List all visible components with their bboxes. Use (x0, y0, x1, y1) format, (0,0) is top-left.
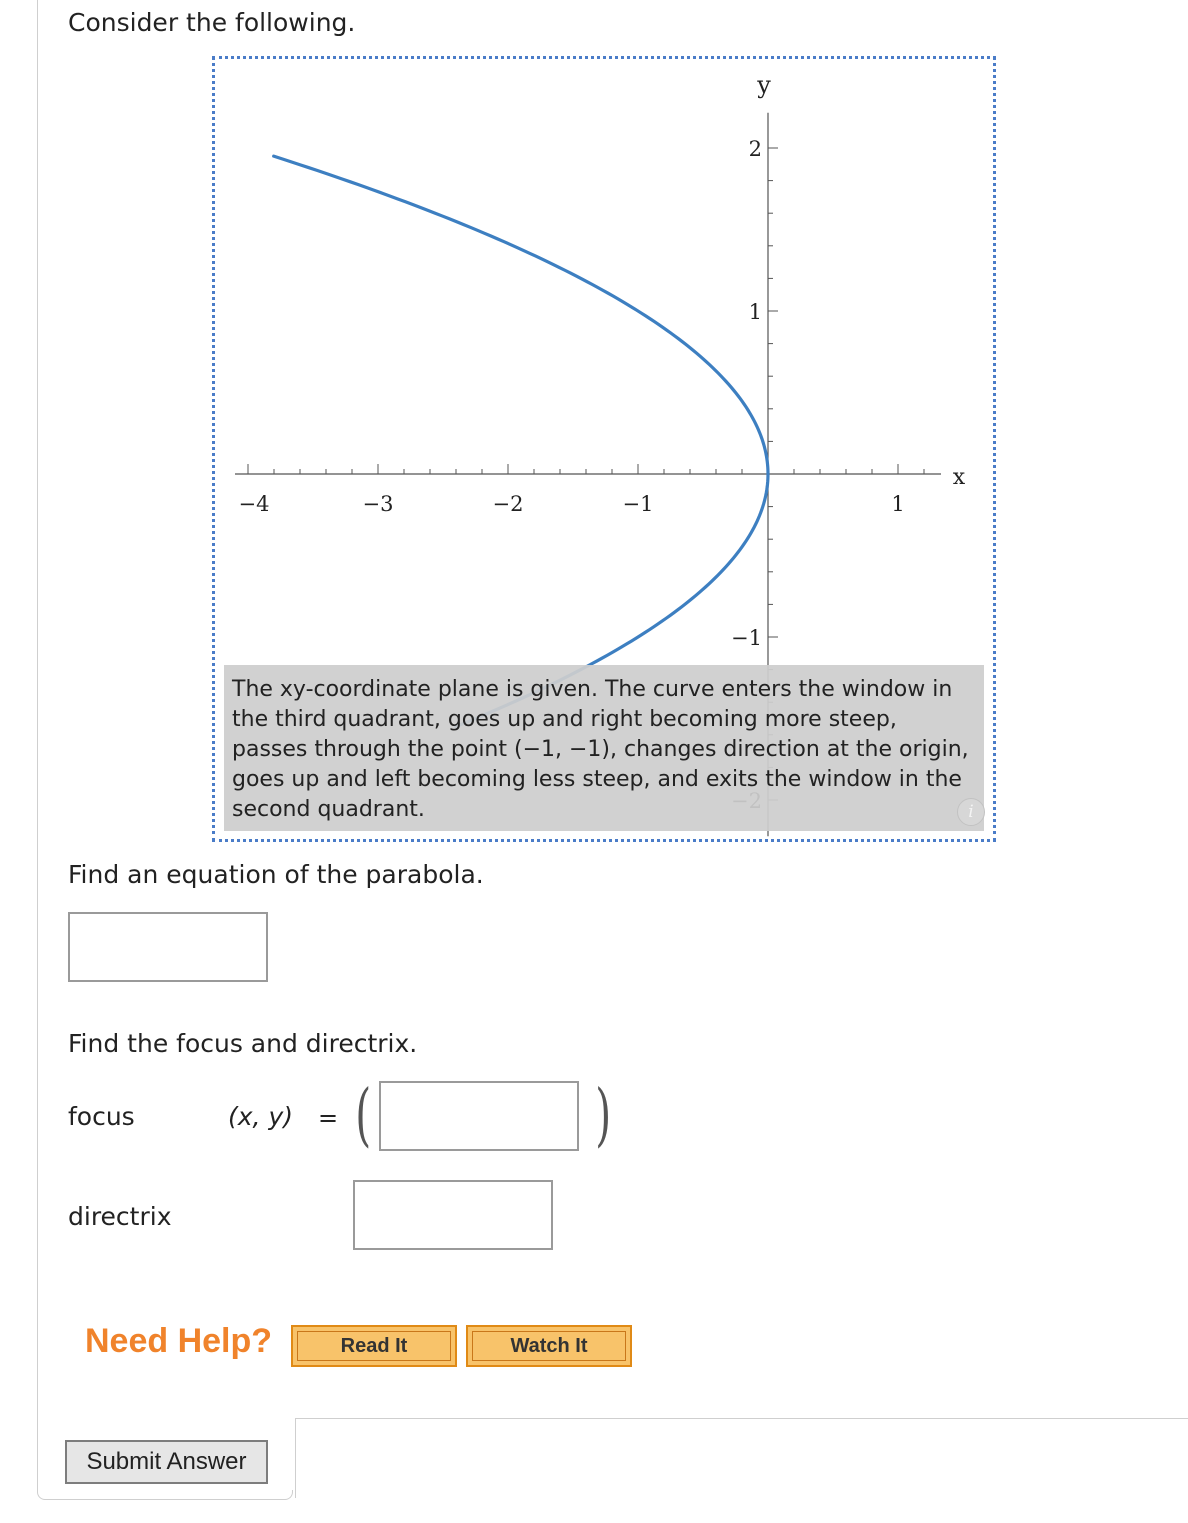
equation-input[interactable] (68, 912, 268, 982)
x-tick-label: −2 (492, 492, 524, 516)
close-paren: ) (595, 1076, 612, 1155)
directrix-label: directrix (68, 1202, 172, 1231)
watch-it-button[interactable]: Watch It (466, 1325, 632, 1367)
y-tick-label: −1 (731, 626, 762, 650)
divider-vertical (295, 1418, 296, 1498)
panel-border-bottom (37, 1490, 293, 1500)
question-intro: Consider the following. (68, 8, 356, 37)
x-tick-label: −3 (362, 492, 394, 516)
focus-input[interactable] (379, 1081, 579, 1151)
find-focus-directrix-prompt: Find the focus and directrix. (68, 1029, 418, 1058)
y-tick-label: 2 (748, 137, 762, 161)
focus-label: focus (68, 1102, 135, 1131)
submit-answer-button[interactable]: Submit Answer (65, 1440, 268, 1484)
x-tick-label: −1 (622, 492, 654, 516)
equals-sign: = (318, 1104, 339, 1132)
x-tick-label: −4 (238, 492, 270, 516)
read-it-button[interactable]: Read It (291, 1325, 457, 1367)
need-help-label: Need Help? (85, 1322, 273, 1360)
parabola-curve (274, 156, 768, 727)
find-equation-prompt: Find an equation of the parabola. (68, 860, 484, 889)
y-tick-label: 1 (748, 300, 762, 324)
directrix-input[interactable] (353, 1180, 553, 1250)
x-axis-label: x (952, 465, 966, 490)
y-axis-label: y (757, 70, 771, 99)
xy-label: (x, y) (228, 1102, 293, 1131)
graph-description: The xy-coordinate plane is given. The curve enters the window in the third quadrant, goes up and right becoming more steep, passes through the point (−1, −1), changes direction at the origin, goes up and left becoming less steep, and exits the window in the second quadrant. (224, 665, 984, 831)
x-tick-label: 1 (891, 492, 905, 516)
info-icon[interactable]: i (957, 798, 985, 826)
open-paren: ( (355, 1076, 372, 1155)
divider-horizontal (295, 1418, 1188, 1419)
panel-border-left (37, 0, 38, 1490)
